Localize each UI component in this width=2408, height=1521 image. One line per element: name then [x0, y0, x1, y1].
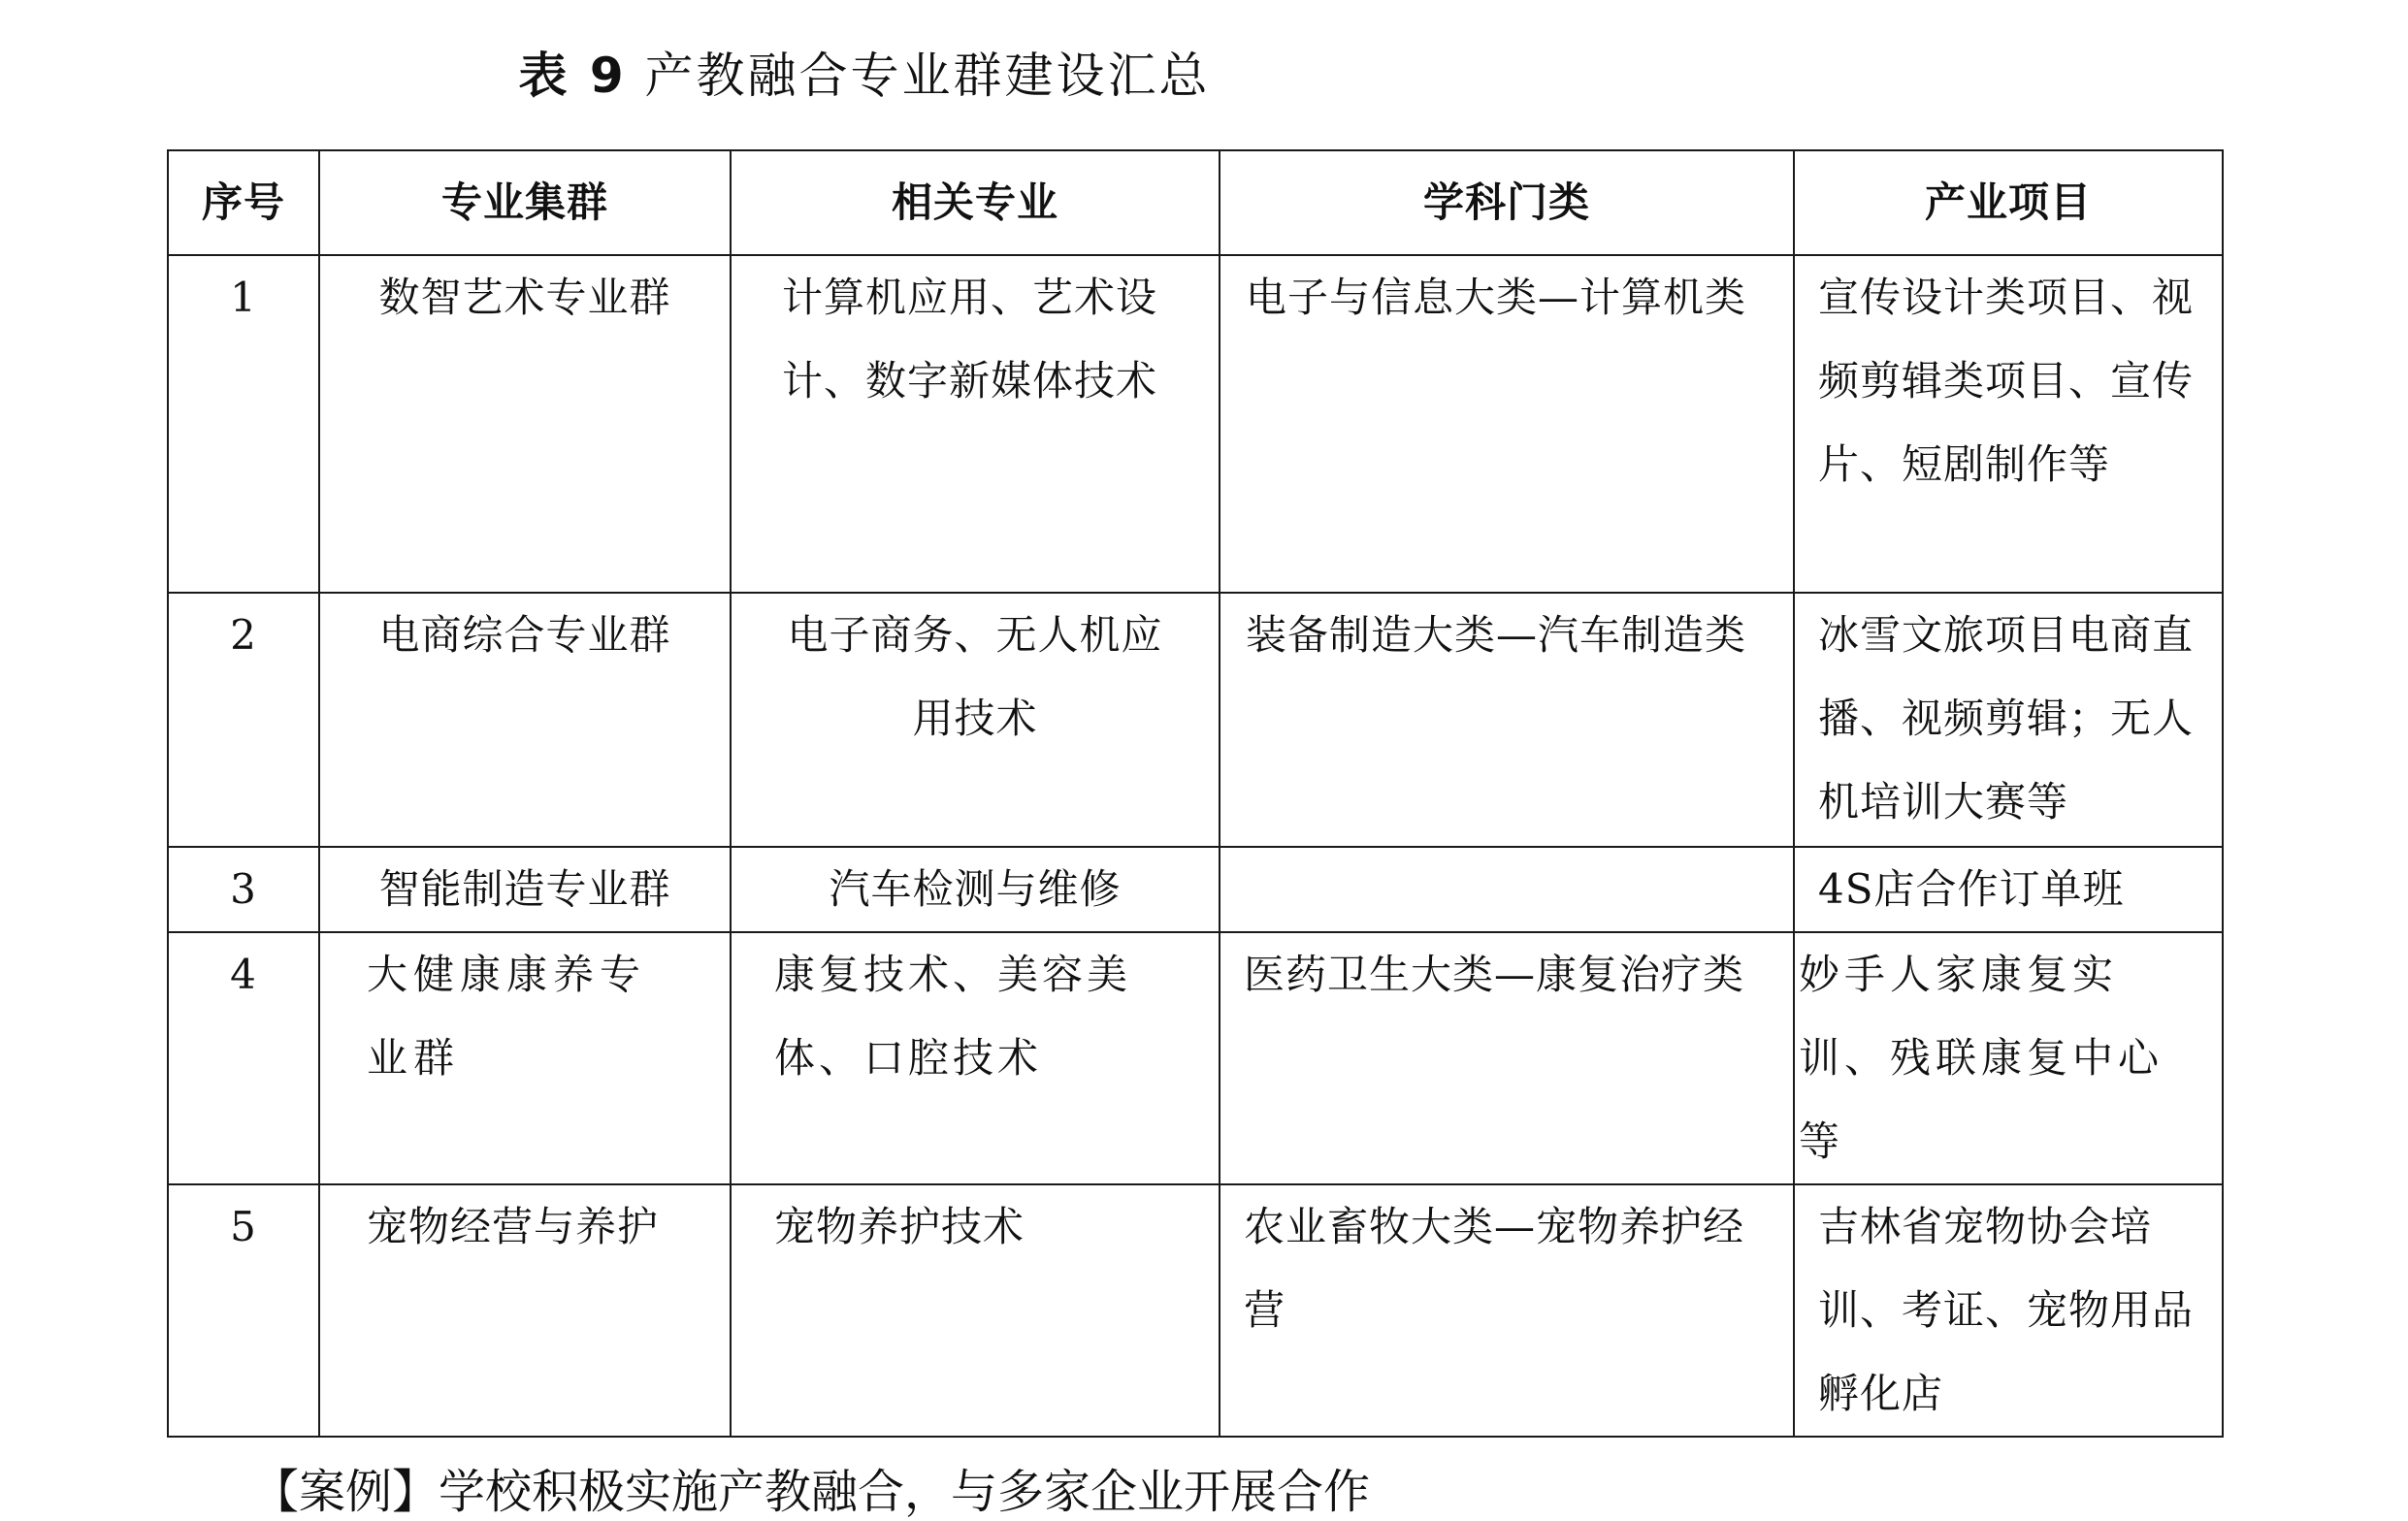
table-row: [168, 847, 2223, 932]
cell-project: 冰雪文旅项目电商直播、视频剪辑；无人机培训大赛等: [1794, 593, 2223, 847]
table-row: [168, 255, 2223, 593]
cell-subject: 电子与信息大类—计算机类: [1220, 255, 1794, 593]
cell-project: 4S店合作订单班: [1794, 847, 2223, 932]
cell-no: 4: [168, 932, 319, 1184]
header-major: 相关专业: [731, 150, 1220, 255]
cell-major: 康复技术、美容美体、口腔技术: [731, 932, 1220, 1184]
table-title: [0, 37, 2408, 114]
cell-no: 5: [168, 1184, 319, 1437]
cell-major: 计算机应用、艺术设计、数字新媒体技术: [731, 255, 1220, 593]
cell-project: 妙手人家康复实训、残联康复中心等: [1794, 932, 2223, 1184]
cell-major: 宠物养护技术: [731, 1184, 1220, 1437]
cell-cluster: 宠物经营与养护: [319, 1184, 731, 1437]
cell-major: 汽车检测与维修: [731, 847, 1220, 932]
cell-no: 1: [168, 255, 319, 593]
table-header-row: [168, 150, 2223, 255]
cell-cluster: 大健康康养专业群: [319, 932, 731, 1184]
next-paragraph-fragment: 【案例】学校积极实施产教融合，与多家企业开展合作: [252, 1465, 1371, 1519]
table-row: [168, 593, 2223, 847]
cell-subject: 装备制造大类—汽车制造类: [1220, 593, 1794, 847]
summary-table: [167, 149, 2224, 1438]
header-cluster: 专业集群: [319, 150, 731, 255]
table-caption: 产教融合专业群建设汇总: [644, 48, 1211, 104]
header-project: 产业项目: [1794, 150, 2223, 255]
cell-cluster: 智能制造专业群: [319, 847, 731, 932]
cell-project: 吉林省宠物协会培训、考证、宠物用品孵化店: [1794, 1184, 2223, 1437]
cell-major: 电子商务、无人机应用技术: [731, 593, 1220, 847]
header-subject: 学科门类: [1220, 150, 1794, 255]
cell-no: 2: [168, 593, 319, 847]
table-number: 表 9: [518, 48, 627, 104]
cell-subject: [1220, 847, 1794, 932]
header-no: 序号: [168, 150, 319, 255]
table-row: [168, 1184, 2223, 1437]
cell-cluster: 数智艺术专业群: [319, 255, 731, 593]
cell-no: 3: [168, 847, 319, 932]
cell-subject: 医药卫生大类—康复治疗类: [1220, 932, 1794, 1184]
table-row: [168, 932, 2223, 1184]
cell-subject: 农业畜牧大类—宠物养护经营: [1220, 1184, 1794, 1437]
cell-project: 宣传设计类项目、视频剪辑类项目、宣传片、短剧制作等: [1794, 255, 2223, 593]
cell-cluster: 电商综合专业群: [319, 593, 731, 847]
